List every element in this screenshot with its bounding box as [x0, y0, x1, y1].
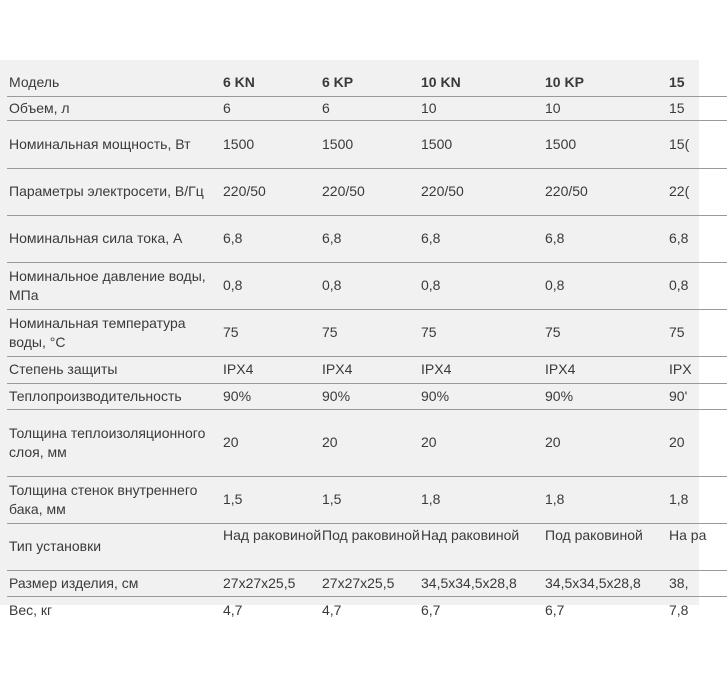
- cell-value: 0,8: [421, 262, 545, 309]
- cell-value: Над раковиной: [223, 523, 322, 570]
- cell-value: 15(: [669, 120, 727, 168]
- cell-value: 75: [223, 309, 322, 356]
- table-row: [7, 215, 727, 262]
- cell-value: 6: [223, 96, 322, 120]
- cell-value: 1,8: [421, 476, 545, 523]
- cell-value: 6,7: [545, 601, 565, 618]
- table-row: [7, 476, 727, 523]
- row-label: Толщина теплоизоляционного слоя, мм: [7, 409, 223, 476]
- cell-value: 38,: [669, 570, 727, 596]
- cell-value: 22(: [669, 168, 727, 215]
- cell-value: На ра: [669, 523, 727, 570]
- cell-value: 34,5x34,5x28,8: [421, 570, 545, 596]
- model-name: 6 KP: [322, 70, 421, 96]
- table-row: [7, 96, 727, 120]
- model-name: 10 KN: [421, 70, 545, 96]
- spec-table: [7, 70, 727, 624]
- cell-value: 1,5: [223, 476, 322, 523]
- table-row: [7, 383, 727, 409]
- table-header-row: [7, 70, 727, 96]
- cell-value: 220/50: [545, 168, 669, 215]
- table-row: [7, 570, 727, 596]
- row-label: Номинальная сила тока, А: [7, 215, 223, 262]
- cell-value: 75: [322, 309, 421, 356]
- row-label: Номинальная мощность, Вт: [7, 120, 223, 168]
- model-name: 10 KP: [545, 70, 669, 96]
- cell-value: 6,7: [421, 601, 441, 618]
- table-row: [7, 596, 727, 624]
- cell-value: 90%: [223, 383, 322, 409]
- cell-value: Под раковиной: [545, 523, 669, 570]
- table-row: [7, 120, 727, 168]
- cell-value: 20: [223, 409, 322, 476]
- table-row: [7, 523, 727, 570]
- cell-value: 20: [545, 409, 669, 476]
- row-label: Теплопроизводительность: [7, 383, 223, 409]
- table-row: [7, 409, 727, 476]
- cell-value: 0,8: [545, 262, 669, 309]
- cell-value: 1500: [223, 120, 322, 168]
- cell-value: 1500: [322, 120, 421, 168]
- cell-value: 1500: [545, 120, 669, 168]
- cell-value: 15: [669, 96, 727, 120]
- cell-value: 1,8: [669, 476, 727, 523]
- cell-value: 1,8: [545, 476, 669, 523]
- cell-value: 4,7: [322, 601, 342, 618]
- row-label: Толщина стенок внутреннего бака, мм: [7, 476, 223, 523]
- cell-value: 6,8: [669, 215, 727, 262]
- row-label: Номинальная температура воды, °C: [7, 309, 223, 356]
- cell-value: Над раковиной: [421, 523, 545, 570]
- header-label: Модель: [7, 70, 223, 96]
- cell-value: 0,8: [322, 262, 421, 309]
- cell-value: 220/50: [223, 168, 322, 215]
- cell-value: IPX4: [223, 356, 322, 383]
- row-label: Объем, л: [7, 96, 223, 120]
- cell-value: 1,5: [322, 476, 421, 523]
- cell-value: 6,8: [322, 215, 421, 262]
- row-label: Тип установки: [7, 523, 223, 570]
- cell-value: 10: [545, 96, 669, 120]
- row-label: Вес, кг: [9, 601, 53, 618]
- cell-value: Под раковиной: [322, 523, 421, 570]
- cell-value: 34,5x34,5x28,8: [545, 570, 669, 596]
- row-label: Размер изделия, см: [7, 570, 223, 596]
- cell-value: 75: [669, 309, 727, 356]
- cell-value: 20: [421, 409, 545, 476]
- cell-value: 6,8: [545, 215, 669, 262]
- cell-value: 0,8: [669, 262, 727, 309]
- table-row: [7, 168, 727, 215]
- cell-value: 75: [545, 309, 669, 356]
- cell-value: 20: [669, 409, 727, 476]
- cell-value: 1500: [421, 120, 545, 168]
- cell-value: 10: [421, 96, 545, 120]
- cell-value: 220/50: [322, 168, 421, 215]
- cell-value: 27x27x25,5: [223, 570, 322, 596]
- cell-value: 90': [669, 383, 727, 409]
- row-label: Степень защиты: [7, 356, 223, 383]
- table-row: [7, 309, 727, 356]
- cell-value: IPX4: [421, 356, 545, 383]
- cell-value: IPX4: [322, 356, 421, 383]
- cell-value: IPX: [669, 356, 727, 383]
- model-name: 15: [669, 70, 727, 96]
- cell-value: IPX4: [545, 356, 669, 383]
- cell-value: 0,8: [223, 262, 322, 309]
- cell-value: 27x27x25,5: [322, 570, 421, 596]
- table-row: [7, 356, 727, 383]
- cell-value: 220/50: [421, 168, 545, 215]
- row-label: Номинальное давление воды, МПа: [7, 262, 223, 309]
- cell-value: 7,8: [669, 601, 689, 618]
- cell-value: 6,8: [223, 215, 322, 262]
- cell-value: 90%: [322, 383, 421, 409]
- row-label: Параметры электросети, В/Гц: [7, 168, 223, 215]
- cell-value: 4,7: [223, 601, 243, 618]
- spec-panel: [0, 60, 707, 618]
- cell-value: 6: [322, 96, 421, 120]
- model-name: 6 KN: [223, 70, 322, 96]
- cell-value: 90%: [545, 383, 669, 409]
- cell-value: 20: [322, 409, 421, 476]
- cell-value: 6,8: [421, 215, 545, 262]
- cell-value: 75: [421, 309, 545, 356]
- table-row: [7, 262, 727, 309]
- cell-value: 90%: [421, 383, 545, 409]
